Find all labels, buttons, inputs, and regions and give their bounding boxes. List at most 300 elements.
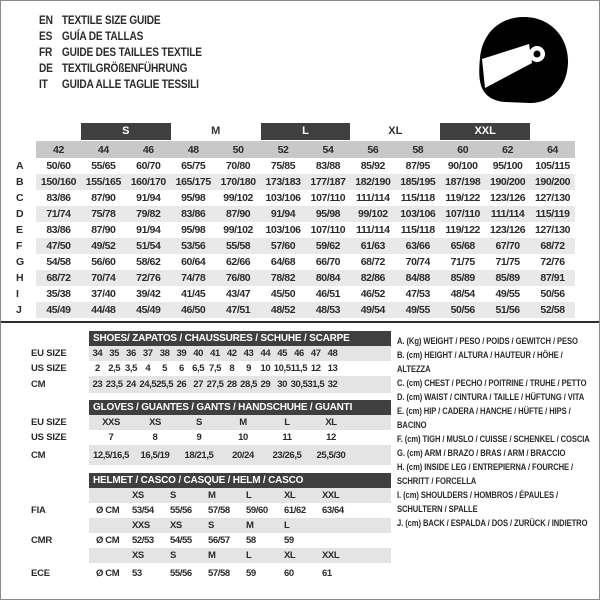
size-header-cell: 60 <box>457 143 469 156</box>
size-value-cell: 95/98 <box>181 192 206 204</box>
size-value-cell: 95/98 <box>181 224 206 236</box>
size-header-cell: 58 <box>412 143 424 156</box>
value-cell: XL <box>325 417 337 428</box>
helmet-value-cell: 53 <box>132 567 142 579</box>
values-grid <box>89 376 341 393</box>
legend-item: C. (cm) CHEST / PECHO / POITRINE / TRUHE / PETTO <box>397 378 587 389</box>
helmet-value-cell: 59/60 <box>246 505 268 516</box>
size-value-cell: 37/40 <box>91 288 116 300</box>
row-values-band <box>36 238 575 254</box>
size-value-cell: 45/49 <box>136 304 161 316</box>
size-value-cell: 103/106 <box>265 224 301 236</box>
unit-cell: Ø CM <box>96 535 120 546</box>
visor-pivot-dot <box>534 51 541 58</box>
legend-item: G. (cm) ARM / BRAZO / BRAS / ARM / BRACCIO <box>397 448 566 459</box>
size-value-cell: 95/98 <box>315 208 341 220</box>
helmet-size-cell: S <box>170 550 176 561</box>
racing-helmet-icon <box>469 13 581 108</box>
size-group-row <box>13 123 575 141</box>
helmet-table <box>13 473 391 583</box>
legend-item: J. (cm) BACK / ESPALDA / DOS / ZURÜCK / INDIETRO <box>397 518 588 529</box>
size-value-cell: 95/100 <box>492 160 523 172</box>
helmet-size-row <box>13 518 391 533</box>
helmet-value-cell: 57/58 <box>208 567 230 579</box>
size-value-cell: 63/66 <box>405 240 430 252</box>
size-value-cell: 49/55 <box>495 288 520 300</box>
size-value-cell: 50/60 <box>46 160 71 172</box>
helmet-value-cell: 58 <box>246 535 256 546</box>
size-value-cell: 46/52 <box>360 288 385 300</box>
value-cell: 23/26,5 <box>272 449 302 461</box>
size-value-cell: 52/58 <box>540 304 565 316</box>
value-cell: 35 <box>109 348 120 359</box>
size-value-cell: 111/114 <box>356 192 390 204</box>
size-value-cell: 173/183 <box>265 176 301 188</box>
size-value-cell: 71/75 <box>450 256 475 268</box>
table-row <box>13 361 391 376</box>
size-value-cell: 155/165 <box>85 176 121 188</box>
size-value-cell: 127/130 <box>534 192 571 204</box>
value-cell: 6,5 <box>192 363 205 374</box>
size-header-cell: 50 <box>232 143 244 156</box>
size-value-cell: 99/102 <box>358 208 388 220</box>
helmet-value-cell: 60 <box>284 567 294 579</box>
size-value-cell: 190/200 <box>490 176 526 188</box>
size-value-cell: 107/110 <box>310 224 346 236</box>
helmet-size-cell: XXS <box>132 520 150 531</box>
size-value-cell: 82/86 <box>360 272 385 284</box>
row-letter: A <box>16 160 24 172</box>
values-grid <box>89 488 360 503</box>
size-value-cell: 60/64 <box>181 256 206 268</box>
values-grid <box>89 533 360 548</box>
size-value-cell: 85/89 <box>495 272 520 284</box>
size-value-cell: 80/84 <box>315 272 341 284</box>
value-cell: 44 <box>260 348 271 359</box>
size-value-cell: 65/75 <box>181 160 206 172</box>
language-row <box>39 13 202 29</box>
size-value-cell: 79/82 <box>136 208 161 220</box>
row-values <box>89 503 391 518</box>
row-label-spacer <box>13 548 89 563</box>
values-grid <box>89 563 360 583</box>
helmet-value-cell: 61/62 <box>284 505 306 516</box>
values-grid <box>89 415 353 430</box>
size-value-cell: 78/82 <box>270 272 296 284</box>
helmet-size-cell: S <box>170 490 176 501</box>
helmet-value-row <box>13 563 391 583</box>
value-cell: 12,5/16,5 <box>92 449 130 461</box>
value-cell: 46 <box>294 348 304 359</box>
size-value-cell: 99/102 <box>223 192 253 204</box>
size-value-cell: 85/89 <box>450 272 475 284</box>
row-values-band <box>36 286 575 302</box>
size-header-cell: 48 <box>187 143 199 156</box>
value-cell: 16,5/19 <box>140 449 170 461</box>
size-value-cell: 83/86 <box>181 208 206 220</box>
size-value-cell: 71/74 <box>46 208 71 220</box>
size-value-cell: 91/94 <box>136 224 161 236</box>
size-value-cell: 87/90 <box>91 192 116 204</box>
row-values-band <box>36 174 575 190</box>
size-header-cell: 42 <box>53 143 64 156</box>
row-values-band <box>36 158 575 174</box>
value-cell: 8 <box>229 363 235 374</box>
size-table-row <box>13 174 575 190</box>
size-table-row <box>13 286 575 302</box>
row-values <box>89 533 391 548</box>
size-value-cell: 72/76 <box>136 272 161 284</box>
size-table-row <box>13 190 575 206</box>
value-cell: 42 <box>226 348 237 359</box>
row-letter: G <box>16 256 24 268</box>
language-code: EN <box>39 15 53 27</box>
helmet-size-cell: L <box>246 490 252 501</box>
value-cell: M <box>239 417 247 428</box>
size-value-cell: 47/51 <box>225 304 251 316</box>
measurement-legend <box>397 335 594 531</box>
value-cell: 2,5 <box>108 363 121 374</box>
size-value-cell: 72/76 <box>540 256 565 268</box>
language-row <box>39 61 202 77</box>
table-row <box>13 415 391 430</box>
size-value-cell: 99/102 <box>223 224 253 236</box>
size-value-cell: 115/118 <box>400 192 435 204</box>
value-cell: 31,5 <box>307 379 325 390</box>
values-grid <box>89 503 360 518</box>
row-values <box>89 518 391 533</box>
value-cell: 9 <box>246 363 252 374</box>
size-value-cell: 107/110 <box>310 192 346 204</box>
textile-size-table <box>13 123 575 318</box>
value-cell: 37 <box>142 348 153 359</box>
size-group-label: S <box>81 123 171 140</box>
size-value-cell: 44/48 <box>91 304 116 316</box>
value-cell: 47 <box>310 348 321 359</box>
size-value-cell: 60/70 <box>136 160 161 172</box>
size-value-cell: 83/86 <box>46 224 71 236</box>
value-cell: 34 <box>92 348 103 359</box>
legend-item: B. (cm) HEIGHT / ALTURA / HAUTEUR / HÖHE / ALTEZZA <box>397 350 563 375</box>
size-table-row <box>13 254 575 270</box>
language-row <box>39 45 202 61</box>
size-value-cell: 61/63 <box>360 240 385 252</box>
values-grid <box>89 346 341 361</box>
row-letter: I <box>16 288 19 300</box>
helmet-value-cell: 56/57 <box>208 535 230 546</box>
row-letter: B <box>16 176 24 188</box>
size-value-cell: 177/187 <box>310 176 346 188</box>
size-value-cell: 39/42 <box>136 288 161 300</box>
value-cell: 32 <box>327 379 338 390</box>
size-group-label: L <box>261 123 351 140</box>
size-value-cell: 68/72 <box>360 256 385 268</box>
language-row <box>39 77 202 93</box>
size-value-cell: 127/130 <box>534 224 571 236</box>
value-cell: 30,5 <box>290 379 308 390</box>
size-value-cell: 103/106 <box>265 192 301 204</box>
value-cell: 41 <box>210 348 220 359</box>
value-cell: 27,5 <box>206 379 224 390</box>
size-value-cell: 91/94 <box>136 192 161 204</box>
size-value-cell: 115/119 <box>535 208 570 220</box>
size-value-cell: 35/38 <box>46 288 71 300</box>
shoes-table <box>13 331 391 393</box>
legend-item: E. (cm) HIP / CADERA / HANCHE / HÜFTE / HIPS / BACINO <box>397 406 571 431</box>
legend-item: H. (cm) INSIDE LEG / ENTREPIERNA / FOURCHE / SCHRITT / FORCELLA <box>397 462 574 487</box>
value-cell: 39 <box>176 348 187 359</box>
size-header-spacer <box>13 141 36 158</box>
helmet-icon-svg <box>469 13 581 108</box>
table-row <box>13 346 391 361</box>
row-label: US SIZE <box>31 363 67 374</box>
standard-label: ECE <box>31 567 50 579</box>
language-title: GUIDE DES TAILLES TEXTILE <box>61 47 202 59</box>
helmet-size-cell: XXL <box>322 490 340 501</box>
helmet-size-cell: XL <box>284 490 296 501</box>
size-value-cell: 74/78 <box>181 272 206 284</box>
value-cell: 48 <box>327 348 338 359</box>
language-title-list <box>39 13 202 93</box>
size-group-label: XXL <box>440 123 530 140</box>
size-value-cell: 71/75 <box>495 256 520 268</box>
size-value-cell: 70/74 <box>405 256 430 268</box>
size-value-cell: 87/95 <box>405 160 430 172</box>
helmet-size-cell: M <box>246 520 254 531</box>
size-value-cell: 111/114 <box>490 208 525 220</box>
size-header-cell: 52 <box>277 143 289 156</box>
gloves-table <box>13 400 391 465</box>
language-title: TEXTILE SIZE GUIDE <box>61 15 161 27</box>
size-table-row <box>13 206 575 222</box>
value-cell: 24,5 <box>139 379 157 390</box>
section-divider <box>1 321 600 323</box>
size-value-cell: 75/85 <box>270 160 296 172</box>
size-value-cell: 62/66 <box>225 256 251 268</box>
value-cell: XS <box>149 417 161 428</box>
value-cell: 11,5 <box>290 363 308 374</box>
size-value-cell: 87/90 <box>91 224 116 236</box>
row-values <box>89 488 391 503</box>
value-cell: 10,5 <box>273 363 291 374</box>
size-value-cell: 46/50 <box>181 304 206 316</box>
helmet-size-row <box>13 548 391 563</box>
table-row <box>13 445 391 465</box>
language-row <box>39 29 202 45</box>
size-group-label: XL <box>388 125 403 137</box>
value-cell: 6 <box>178 363 184 374</box>
helmet-value-row <box>13 533 391 548</box>
size-value-cell: 49/54 <box>360 304 385 316</box>
size-table-row <box>13 158 575 174</box>
size-value-cell: 85/92 <box>360 160 385 172</box>
helmet-value-cell: 59 <box>246 567 256 579</box>
size-table-row <box>13 222 575 238</box>
helmet-value-cell: 54/55 <box>170 535 192 546</box>
size-value-cell: 87/91 <box>540 272 565 284</box>
size-header-cell: 56 <box>367 143 379 156</box>
value-cell: 36 <box>126 348 136 359</box>
helmet-size-cell: M <box>208 550 216 561</box>
size-value-cell: 64/68 <box>270 256 296 268</box>
helmet-value-cell: 52/53 <box>132 535 154 546</box>
size-value-cell: 51/56 <box>495 304 520 316</box>
size-value-cell: 87/90 <box>225 208 251 220</box>
helmet-size-row <box>13 488 391 503</box>
row-label: CM <box>31 379 46 390</box>
size-value-cell: 75/78 <box>91 208 116 220</box>
size-value-cell: 43/47 <box>225 288 251 300</box>
helmet-size-cell: XS <box>170 520 182 531</box>
helmet-size-cell: L <box>246 550 252 561</box>
language-title: GUIDA ALLE TAGLIE TESSILI <box>61 79 199 91</box>
values-grid <box>89 445 353 465</box>
helmet-size-cell: S <box>208 520 214 531</box>
row-values <box>89 361 391 376</box>
size-table-row <box>13 302 575 318</box>
size-value-cell: 91/94 <box>270 208 296 220</box>
size-value-cell: 84/88 <box>405 272 430 284</box>
legend-item: D. (cm) WAIST / CINTURA / TAILLE / HÜFTUNG / VITA <box>397 392 585 403</box>
helmet-value-cell: 63/64 <box>322 505 344 516</box>
value-cell: 27 <box>193 379 204 390</box>
size-value-cell: 83/88 <box>315 160 341 172</box>
value-cell: L <box>284 417 290 428</box>
size-value-cell: 65/68 <box>450 240 475 252</box>
value-cell: 40 <box>193 348 204 359</box>
value-cell: 23 <box>92 379 103 390</box>
value-cell: 13 <box>327 363 338 374</box>
value-cell: 24 <box>126 379 136 390</box>
lower-tables <box>13 331 391 583</box>
value-cell: 30 <box>277 379 288 390</box>
row-values <box>89 415 391 430</box>
size-value-cell: 41/45 <box>181 288 206 300</box>
size-value-cell: 48/53 <box>315 304 341 316</box>
legend-item: I. (cm) SHOULDERS / HOMBROS / ÉPAULES / SCHULTERN / SPALLE <box>397 490 559 515</box>
size-value-cell: 49/55 <box>405 304 430 316</box>
row-letter: C <box>16 192 24 204</box>
helmet-size-cell: M <box>208 490 216 501</box>
value-cell: 5 <box>162 363 168 374</box>
helmet-value-cell: 57/58 <box>208 505 230 516</box>
row-values <box>89 563 391 583</box>
size-group-label: M <box>211 125 221 137</box>
size-value-cell: 50/56 <box>450 304 475 316</box>
value-cell: 38 <box>159 348 170 359</box>
value-cell: 28 <box>226 379 237 390</box>
row-label: EU SIZE <box>31 348 67 359</box>
value-cell: 10 <box>260 363 271 374</box>
size-value-cell: 160/170 <box>130 176 166 188</box>
size-header-band <box>36 141 575 158</box>
size-group-band <box>36 123 575 141</box>
row-values <box>89 430 391 445</box>
size-value-cell: 105/115 <box>535 160 570 172</box>
value-cell: 20/24 <box>232 449 254 461</box>
value-cell: 10 <box>238 432 248 443</box>
row-values-band <box>36 190 575 206</box>
values-grid <box>89 548 360 563</box>
size-value-cell: 53/56 <box>181 240 206 252</box>
size-value-cell: 45/49 <box>46 304 71 316</box>
size-value-cell: 55/65 <box>91 160 116 172</box>
row-values <box>89 548 391 563</box>
size-value-cell: 76/80 <box>225 272 251 284</box>
value-cell: 45 <box>277 348 288 359</box>
unit-cell: Ø CM <box>96 567 120 579</box>
language-code: DE <box>39 63 53 75</box>
language-code: ES <box>39 31 53 43</box>
row-letter: F <box>16 240 23 252</box>
value-cell: 4 <box>145 363 151 374</box>
helmet-size-cell: L <box>284 520 290 531</box>
size-header-cell: 54 <box>322 143 334 156</box>
size-value-cell: 111/114 <box>356 224 390 236</box>
size-value-cell: 49/52 <box>91 240 116 252</box>
helmet-size-cell: XXL <box>322 550 340 561</box>
row-label: CM <box>31 449 46 461</box>
size-value-cell: 70/80 <box>225 160 251 172</box>
language-title: TEXTILGRÖßENFÜHRUNG <box>61 63 188 75</box>
row-values-band <box>36 302 575 318</box>
table-row <box>13 376 391 393</box>
helmet-value-cell: 59 <box>284 535 294 546</box>
size-value-cell: 187/198 <box>445 176 481 188</box>
size-value-cell: 68/72 <box>540 240 565 252</box>
values-grid <box>89 361 341 376</box>
row-label: EU SIZE <box>31 417 67 428</box>
values-grid <box>89 518 360 533</box>
row-values <box>89 346 391 361</box>
size-value-cell: 165/175 <box>175 176 211 188</box>
value-cell: 7,5 <box>208 363 221 374</box>
helmet-size-cell: XS <box>132 490 144 501</box>
size-value-cell: 46/51 <box>315 288 341 300</box>
size-table-row <box>13 238 575 254</box>
value-cell: S <box>196 417 202 428</box>
row-values-band <box>36 254 575 270</box>
size-value-cell: 182/190 <box>355 176 391 188</box>
size-value-cell: 45/50 <box>270 288 296 300</box>
value-cell: 2 <box>94 363 100 374</box>
helmet-value-cell: 61 <box>322 567 332 579</box>
language-title: GUÍA DE TALLAS <box>61 31 144 43</box>
language-code: IT <box>39 79 48 91</box>
value-cell: 18/21,5 <box>184 449 214 461</box>
size-value-cell: 54/58 <box>46 256 71 268</box>
size-value-cell: 119/122 <box>445 192 480 204</box>
value-cell: 43 <box>243 348 254 359</box>
value-cell: 12 <box>310 363 321 374</box>
size-value-cell: 90/100 <box>447 160 478 172</box>
size-value-cell: 59/62 <box>315 240 341 252</box>
value-cell: 25,5 <box>156 379 174 390</box>
helmet-value-cell: 55/56 <box>170 505 192 516</box>
values-grid <box>89 430 353 445</box>
size-value-cell: 123/126 <box>490 224 526 236</box>
size-header-row <box>13 141 575 158</box>
size-value-cell: 48/54 <box>450 288 475 300</box>
row-label-spacer <box>13 518 89 533</box>
helmet-value-cell: 55/56 <box>170 567 192 579</box>
size-value-cell: 68/72 <box>46 272 71 284</box>
size-value-cell: 57/60 <box>270 240 296 252</box>
size-value-cell: 70/74 <box>91 272 116 284</box>
size-value-cell: 47/50 <box>46 240 71 252</box>
size-value-cell: 123/126 <box>490 192 526 204</box>
size-value-cell: 55/58 <box>225 240 251 252</box>
